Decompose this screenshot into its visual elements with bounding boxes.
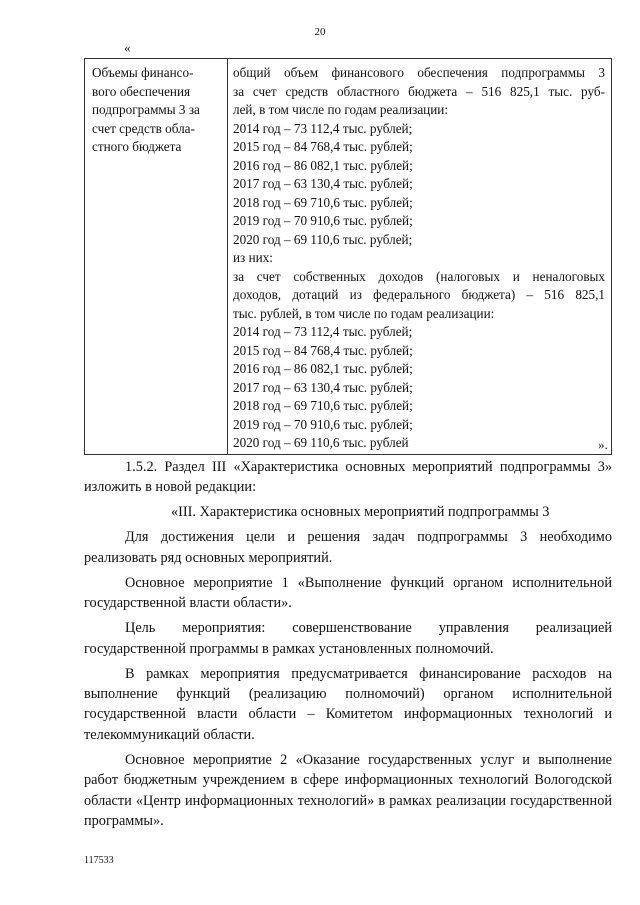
paragraph-measure-2: Основное мероприятие 2 «Оказание государственных услуг и выполнение работ бюджетным учреждением в сфере информационных технологий Вологодской области «Центр информационных технологий» в рамках реализации государственной программы». bbox=[84, 751, 612, 830]
table-label-line: вого обеспечения bbox=[92, 83, 191, 99]
table-close-quote: ». bbox=[598, 437, 608, 452]
page-number: 20 bbox=[314, 26, 326, 38]
table-label-line: счет средств обла- bbox=[92, 120, 195, 136]
table-row bbox=[85, 59, 612, 455]
table-content-line: из них: bbox=[233, 250, 273, 265]
section-heading: «III. Характеристика основных мероприятий подпрограммы 3 bbox=[171, 504, 550, 521]
table-content-line: тыс. рублей, в том числе по годам реализации: bbox=[233, 305, 495, 321]
table-open-quote: « bbox=[124, 40, 131, 55]
table-content-line: 2014 год – 73 112,4 тыс. рублей; bbox=[233, 120, 413, 136]
paragraph-measure-1: Основное мероприятие 1 «Выполнение функций органом исполнительной государственной власти области». bbox=[84, 574, 612, 612]
paragraph-goals: Для достижения цели и решения задач подпрограммы 3 необходимо реализовать ряд основных мероприятий. bbox=[84, 529, 612, 566]
table-content-line: 2014 год – 73 112,4 тыс. рублей; bbox=[233, 324, 413, 339]
table-content-cell bbox=[228, 59, 612, 455]
table-content-line: 2020 год – 69 110,6 тыс. рублей; bbox=[233, 231, 413, 247]
table-content-line: 2018 год – 69 710,6 тыс. рублей; bbox=[233, 398, 413, 413]
table-content-line: 2020 год – 69 110,6 тыс. рублей bbox=[233, 435, 409, 450]
table-content-line: 2016 год – 86 082,1 тыс. рублей; bbox=[233, 361, 413, 376]
paragraph-measure-goal: Цель мероприятия: совершенствование управления реализацией государственной программы в рамках установленных полномочий. bbox=[84, 620, 612, 657]
table-label-line: Объемы финансо- bbox=[92, 65, 194, 80]
table-content-line: за счет собственных доходов (налоговых и неналоговых bbox=[233, 268, 605, 284]
table-content-line: общий объем финансового обеспечения подпрограммы 3 bbox=[233, 65, 605, 80]
table-content-line: 2017 год – 63 130,4 тыс. рублей; bbox=[233, 379, 413, 395]
document-body bbox=[84, 457, 612, 836]
table-content-line: 2019 год – 70 910,6 тыс. рублей; bbox=[233, 416, 413, 432]
paragraph-financing: В рамках мероприятия предусматривается финансирование расходов на выполнение функций (реализацию полномочий) органом исполнительной государственной власти области – Комитетом информационных технологий и телекоммуникаций области. bbox=[84, 665, 612, 743]
table-label-line: подпрограммы 3 за bbox=[92, 102, 200, 117]
footer-code: 117533 bbox=[84, 855, 114, 866]
table-label-line: стного бюджета bbox=[92, 139, 182, 154]
table-content-line: 2019 год – 70 910,6 тыс. рублей; bbox=[233, 213, 413, 228]
table-content-line: 2018 год – 69 710,6 тыс. рублей; bbox=[233, 194, 413, 210]
table-label-cell bbox=[85, 59, 228, 455]
table-content-line: 2015 год – 84 768,4 тыс. рублей; bbox=[233, 342, 413, 358]
table-content-line: за счет средств областного бюджета – 516 825,1 тыс. руб- bbox=[233, 83, 605, 99]
finance-table bbox=[84, 58, 612, 455]
paragraph-section-amendment: 1.5.2. Раздел III «Характеристика основных мероприятий подпрограммы 3» изложить в новой редакции: bbox=[84, 459, 612, 496]
table-content-line: 2015 год – 84 768,4 тыс. рублей; bbox=[233, 139, 413, 154]
table-content-line: 2017 год – 63 130,4 тыс. рублей; bbox=[233, 176, 413, 191]
table-content-line: 2016 год – 86 082,1 тыс. рублей; bbox=[233, 157, 413, 173]
table-content-line: лей, в том числе по годам реализации: bbox=[233, 102, 449, 117]
table-content-line: доходов, дотаций из федерального бюджета) – 516 825,1 bbox=[233, 287, 605, 302]
